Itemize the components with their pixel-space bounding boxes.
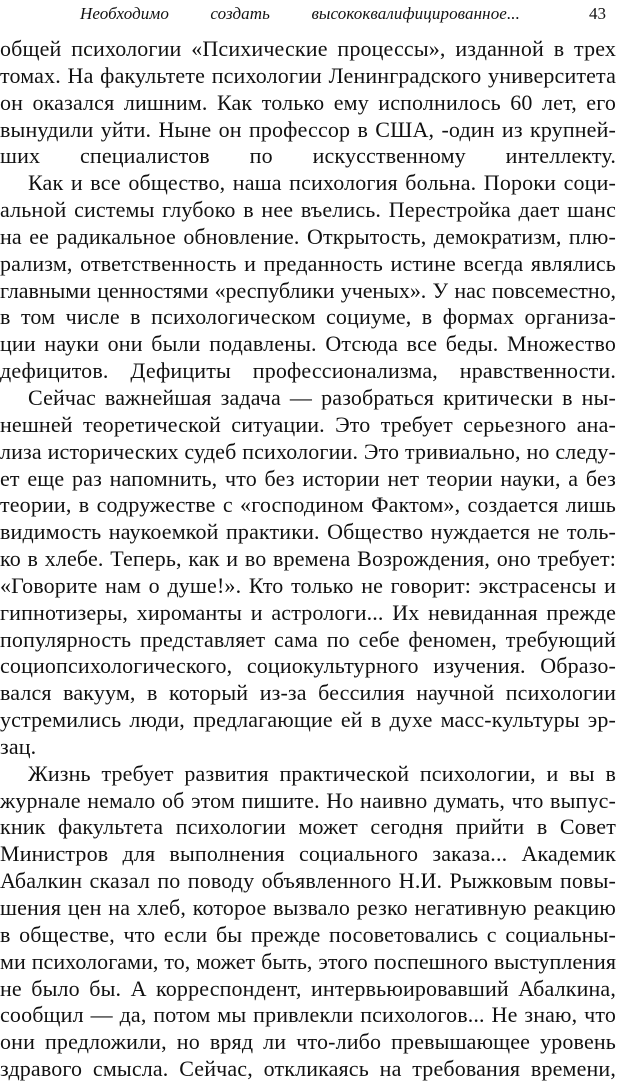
text-line: ших специалистов по искусственному интеллекту. (0, 143, 616, 169)
text-line: социопсихологического, социокультурного изучения. Образо- (0, 653, 616, 679)
text-line: устремились люди, предлагающие ей в духе масс-культуры эр- (0, 707, 616, 733)
text-line: на ее радикальное обновление. Открытость, демократизм, плю- (0, 223, 616, 249)
text-line: гипнотизеры, хироманты и астрологи... Их невиданная прежде (0, 599, 616, 625)
text-line: кник факультета психологии может сегодня прийти в Совет (0, 814, 616, 840)
text-line: ции науки они были подавлены. Отсюда все беды. Множество (0, 331, 616, 357)
text-line: вынудили уйти. Ныне он профессор в США, -один из крупней- (0, 116, 616, 142)
text-line: ко в хлебе. Теперь, как и во времена Возрождения, оно требует: (0, 546, 616, 572)
text-line: ми психологами, то, может быть, этого поспешного выступления (0, 948, 616, 974)
running-title: Необходимо создать высококвалифицированное... (80, 4, 520, 23)
body-text (0, 36, 616, 1083)
text-line: он оказался лишним. Как только ему исполнилось 60 лет, его (0, 89, 616, 115)
text-line: сообщил — да, потом мы привлекли психологов... Не знаю, что (0, 1002, 616, 1028)
text-line: здравого смысла. Сейчас, откликаясь на требования времени, (0, 1056, 616, 1082)
text-line: «Говорите нам о душе!». Кто только не говорит: экстрасенсы и (0, 572, 616, 598)
text-line: в том числе в психологическом социуме, в формах организа- (0, 304, 616, 330)
text-line: рализм, ответственность и преданность истине всегда являлись (0, 250, 616, 276)
text-line: видимость наукоемкой практики. Общество нуждается не толь- (0, 519, 616, 545)
text-line: не было бы. А корреспондент, интервьюировавший Абалкина, (0, 975, 616, 1001)
text-line: ет еще раз напомнить, что без истории нет теории науки, а без (0, 465, 616, 491)
text-line: Сейчас важнейшая задача — разобраться критически в ны- (28, 384, 616, 410)
text-line: общей психологии «Психические процессы», изданной в трех (0, 36, 616, 61)
text-line: они предложили, но вряд ли что-либо превышающее уровень (0, 1029, 616, 1055)
text-line: зац. (0, 733, 37, 759)
text-line: альной системы глубоко в нее въелись. Перестройка дает шанс (0, 197, 616, 223)
text-line: Министров для выполнения социального заказа... Академик (0, 841, 616, 867)
text-line: томах. На факультете психологии Ленинградского университета (0, 62, 616, 88)
text-line: дефицитов. Дефициты профессионализма, нравственности. (0, 358, 616, 384)
text-line: главными ценностями «республики ученых». У нас повсеместно, (0, 277, 616, 303)
text-line: Абалкин сказал по поводу объявленного Н.И. Рыжковым повы- (0, 868, 616, 894)
text-line: вался вакуум, в который из-за бессилия научной психологии (0, 680, 616, 706)
page-number: 43 (589, 4, 606, 23)
text-line: в обществе, что если бы прежде посоветовались с социальны- (0, 921, 616, 947)
text-line: Жизнь требует развития практической психологии, и вы в (28, 760, 616, 786)
text-line: теории, в содружестве с «господином Фактом», создается лишь (0, 492, 616, 518)
running-header (0, 3, 612, 27)
text-line: шения цен на хлеб, которое вызвало резко негативную реакцию (0, 895, 616, 920)
text-line: популярность представляет сама по себе феномен, требующий (0, 626, 616, 652)
text-line: журнале немало об этом пишите. Но наивно думать, что выпус- (0, 787, 616, 813)
text-line: лиза исторических судеб психологии. Это тривиально, но следу- (0, 438, 616, 464)
text-line: Как и все общество, наша психология больна. Пороки соци- (28, 170, 616, 196)
text-line: нешней теоретической ситуации. Это требует серьезного ана- (0, 411, 616, 437)
